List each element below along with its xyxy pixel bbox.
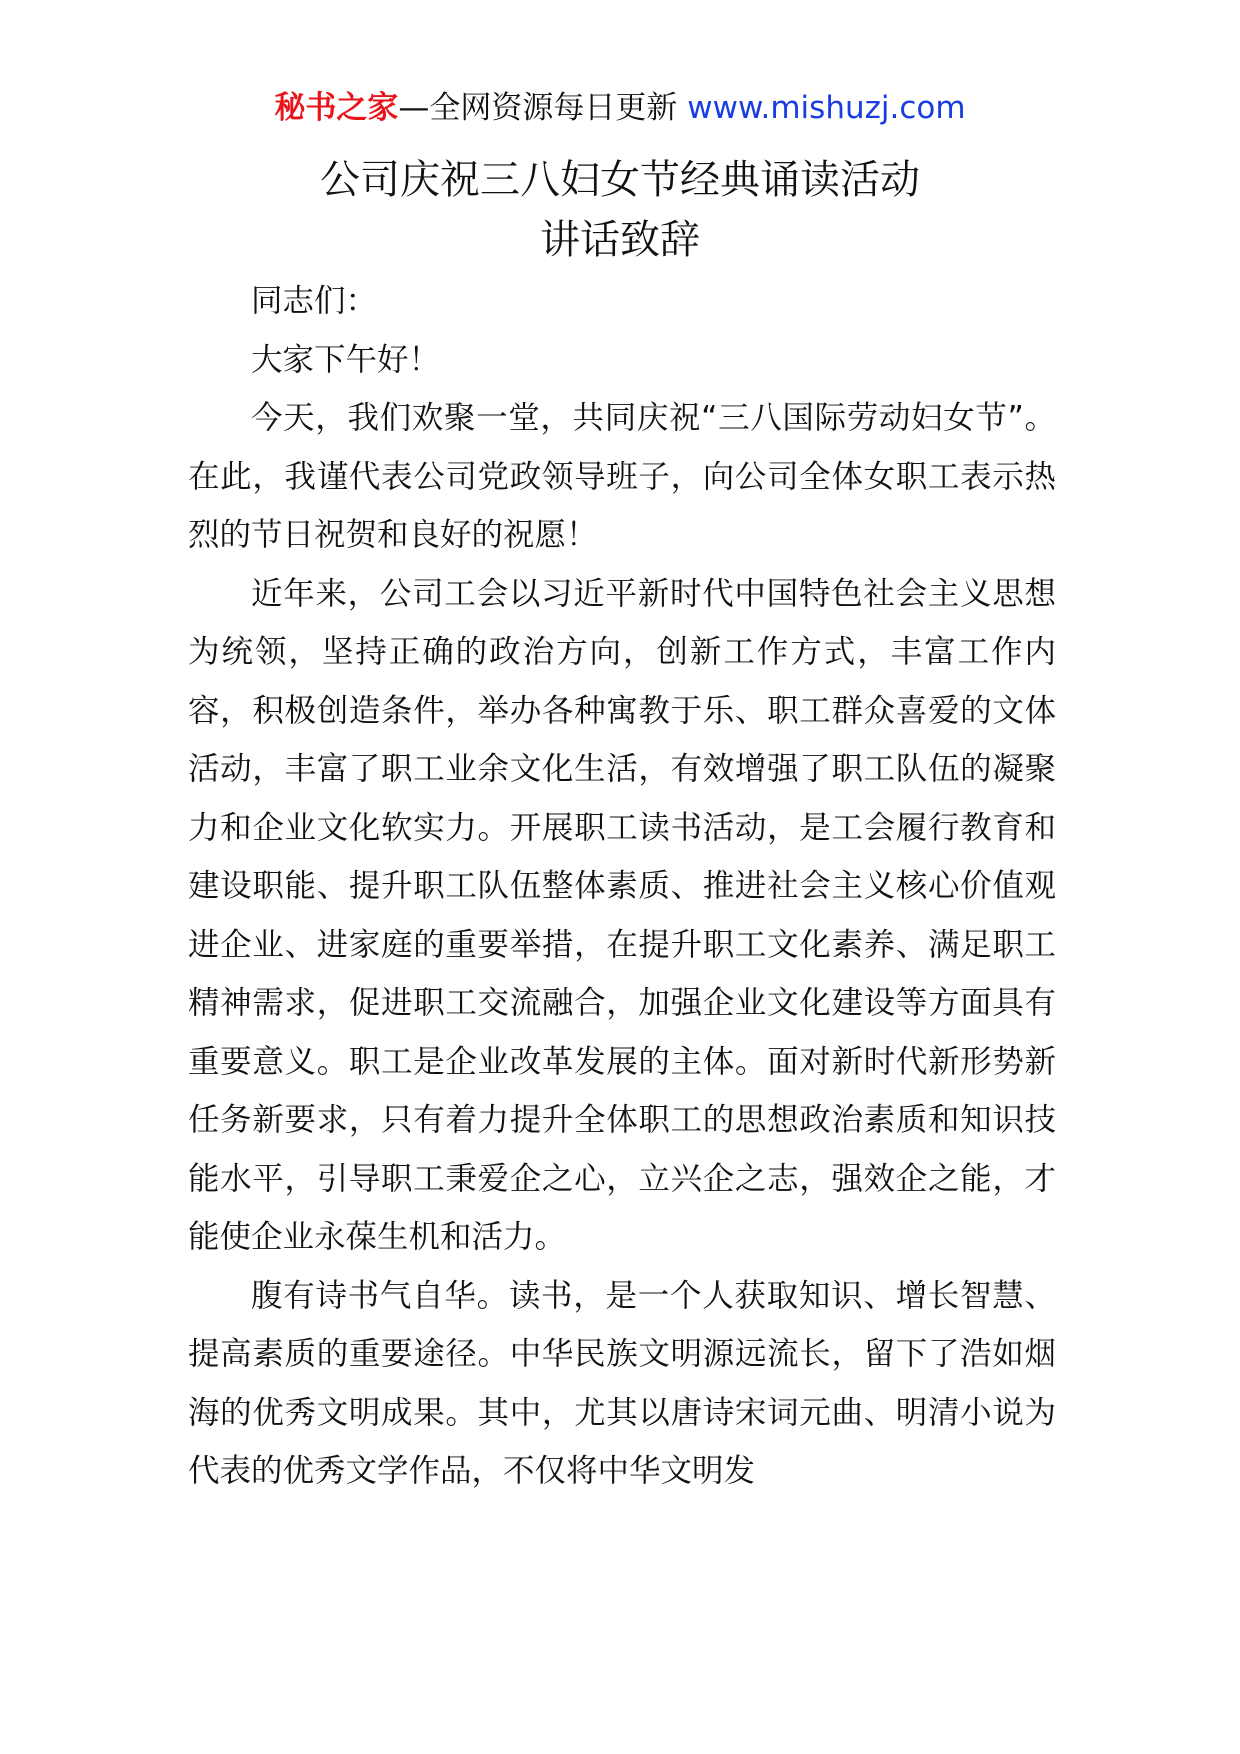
greeting: 大家下午好！	[251, 341, 441, 378]
site-header	[0, 86, 1240, 130]
salutation: 同志们：	[251, 283, 378, 319]
paragraph: 近年来，公司工会以习近平新时代中国特色社会主义思想为统领，坚持正确的政治方向，创新工作方式，丰富工作内容，积极创造条件，举办各种寓教于乐、职工群众喜爱的文体活动，丰富了职工业余文化生活，有效增强了职工队伍的凝聚力和企业文化软实力。开展职工读书活动，是工会履行教育和建设职能、提升职工队伍整体素质、推进社会主义核心价值观进企业、进家庭的重要举措，在提升职工文化素养、满足职工精神需求，促进职工交流融合，加强企业文化建设等方面具有重要意义。职工是企业改革发展的主体。面对新时代新形势新任务新要求，只有着力提升全体职工的思想政治素质和知识技能水平，引导职工秉爱企之心，立兴企之志，强效企之能，才能使企业永葆生机和活力。	[188, 575, 1056, 1255]
site-brand: 秘书之家	[274, 90, 399, 126]
paragraph: 今天，我们欢聚一堂，共同庆祝“三八国际劳动妇女节”。在此，我谨代表公司党政领导班子，向公司全体女职工表示热烈的节日祝贺和良好的祝愿！	[188, 400, 1056, 553]
document-title-line-1: 公司庆祝三八妇女节经典诵读活动	[320, 157, 920, 203]
site-tagline: —全网资源每日更新	[398, 90, 688, 126]
document-body	[188, 272, 1056, 1501]
paragraph: 腹有诗书气自华。读书，是一个人获取知识、增长智慧、提高素质的重要途径。中华民族文明源远流长，留下了浩如烟海的优秀文明成果。其中，尤其以唐诗宋词元曲、明清小说为代表的优秀文学作品，不仅将中华文明发	[188, 1277, 1056, 1489]
document-title-line-2: 讲话致辞	[540, 217, 700, 263]
site-url-link[interactable]: www.mishuzj.com	[687, 90, 966, 126]
